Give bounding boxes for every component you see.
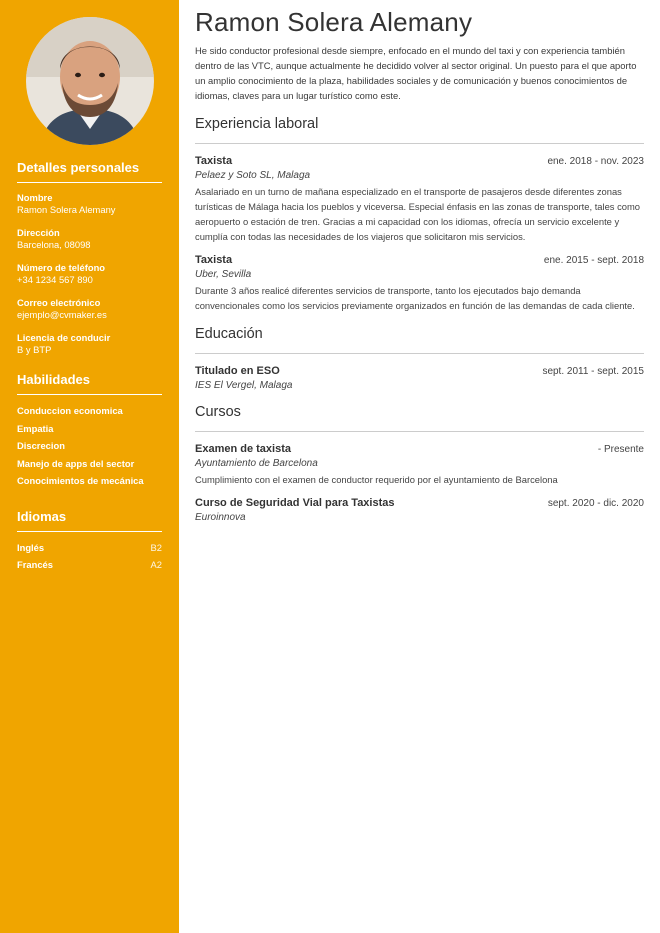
course-entry <box>195 497 644 523</box>
skill-item: Manejo de apps del sector <box>17 457 135 469</box>
entry-organization: Uber, Sevilla <box>195 269 252 280</box>
language-level: A2 <box>150 559 162 570</box>
detail-label: Nombre <box>17 192 53 203</box>
entry-date: - Presente <box>597 444 644 455</box>
entry-description: Cumplimiento con el examen de conductor requerido por el ayuntamiento de Barcelona <box>195 474 558 485</box>
experience-entry <box>195 155 644 244</box>
detail-value: Barcelona, 08098 <box>17 239 91 250</box>
skill-item: Conduccion economica <box>17 405 123 416</box>
profile-photo <box>26 17 154 145</box>
language-name: Francés <box>17 559 53 570</box>
skill-item: Conocimientos de mecánica <box>17 475 144 486</box>
detail-license <box>17 332 162 356</box>
detail-value: +34 1234 567 890 <box>17 274 93 285</box>
detail-value: ejemplo@cvmaker.es <box>17 309 107 320</box>
detail-label: Licencia de conducir <box>17 332 111 343</box>
language-name: Inglés <box>17 541 45 553</box>
profile-summary: He sido conductor profesional desde siempre, enfocado en el mundo del taxi y con experiencia también dentro de las VTC, aunque actualmente he decidido volver al sector original. Un puesto para el que aporto un amplio conocimiento de la plaza, habilidades sociales y de comunicación y buenos conocimientos de idiomas, claves para un lugar turístico como este. <box>195 45 637 101</box>
entry-header <box>195 365 644 377</box>
entry-title: Taxista <box>195 254 233 266</box>
entry-title: Curso de Seguridad Vial para Taxistas <box>195 497 395 509</box>
entry-header <box>195 254 644 266</box>
course-entry <box>195 443 644 487</box>
candidate-name: Ramon Solera Alemany <box>195 7 473 37</box>
personal-details-list <box>17 192 162 356</box>
courses-heading: Cursos <box>195 403 644 432</box>
entry-description: Asalariado en un turno de mañana especializado en el transporte de pasajeros desde diferentes zonas turísticas de Málaga hacia los pueblos y viceversa. Especial énfasis en las zonas de transporte, tales como aeropuerto o estación de tren. Gracias a mi capacidad con los idiomas, ofrecía un servicio excelente y cumplía con todas las necesidades de los viajeros que solicitaron mis servicios. <box>195 186 641 242</box>
main-content <box>195 0 644 523</box>
entry-date: ene. 2018 - nov. 2023 <box>547 156 644 167</box>
detail-value: Ramon Solera Alemany <box>17 204 116 215</box>
detail-label: Número de teléfono <box>17 262 106 273</box>
skill-item: Discrecion <box>17 440 65 451</box>
entry-date: ene. 2015 - sept. 2018 <box>543 255 644 266</box>
language-item <box>17 542 162 560</box>
languages-heading: Idiomas <box>17 509 162 532</box>
entry-title: Taxista <box>195 155 233 167</box>
language-item <box>17 559 162 577</box>
detail-phone <box>17 262 162 286</box>
entry-title: Examen de taxista <box>195 443 291 455</box>
entry-header <box>195 497 644 509</box>
experience-heading: Experiencia laboral <box>195 115 644 144</box>
experience-entry <box>195 254 644 313</box>
detail-address <box>17 227 162 251</box>
detail-name <box>17 192 162 216</box>
detail-label: Dirección <box>17 227 60 238</box>
education-heading: Educación <box>195 325 644 354</box>
skill-item: Empatia <box>17 422 54 434</box>
detail-label: Correo electrónico <box>17 297 101 308</box>
skills-heading: Habilidades <box>17 372 162 395</box>
entry-organization: IES El Vergel, Malaga <box>195 380 293 391</box>
detail-email <box>17 297 162 321</box>
language-level: B2 <box>150 541 162 553</box>
entry-title: Titulado en ESO <box>195 365 280 377</box>
education-entry <box>195 365 644 391</box>
avatar <box>26 17 154 145</box>
entry-header <box>195 155 644 167</box>
entry-date: sept. 2020 - dic. 2020 <box>547 498 644 509</box>
personal-details-heading: Detalles personales <box>17 160 162 183</box>
entry-description: Durante 3 años realicé diferentes servicios de transporte, tanto los ejecutados bajo demanda convencionales como los servicios previamente organizados en función de las demandas de cada cliente. <box>195 285 635 311</box>
sidebar <box>0 0 179 933</box>
skills-list <box>17 405 162 493</box>
entry-organization: Pelaez y Soto SL, Malaga <box>195 170 311 181</box>
entry-organization: Euroinnova <box>195 512 246 523</box>
languages-list <box>17 542 162 577</box>
detail-value: B y BTP <box>17 344 52 355</box>
entry-date: sept. 2011 - sept. 2015 <box>542 366 644 377</box>
entry-header <box>195 443 644 455</box>
entry-organization: Ayuntamiento de Barcelona <box>195 458 318 469</box>
